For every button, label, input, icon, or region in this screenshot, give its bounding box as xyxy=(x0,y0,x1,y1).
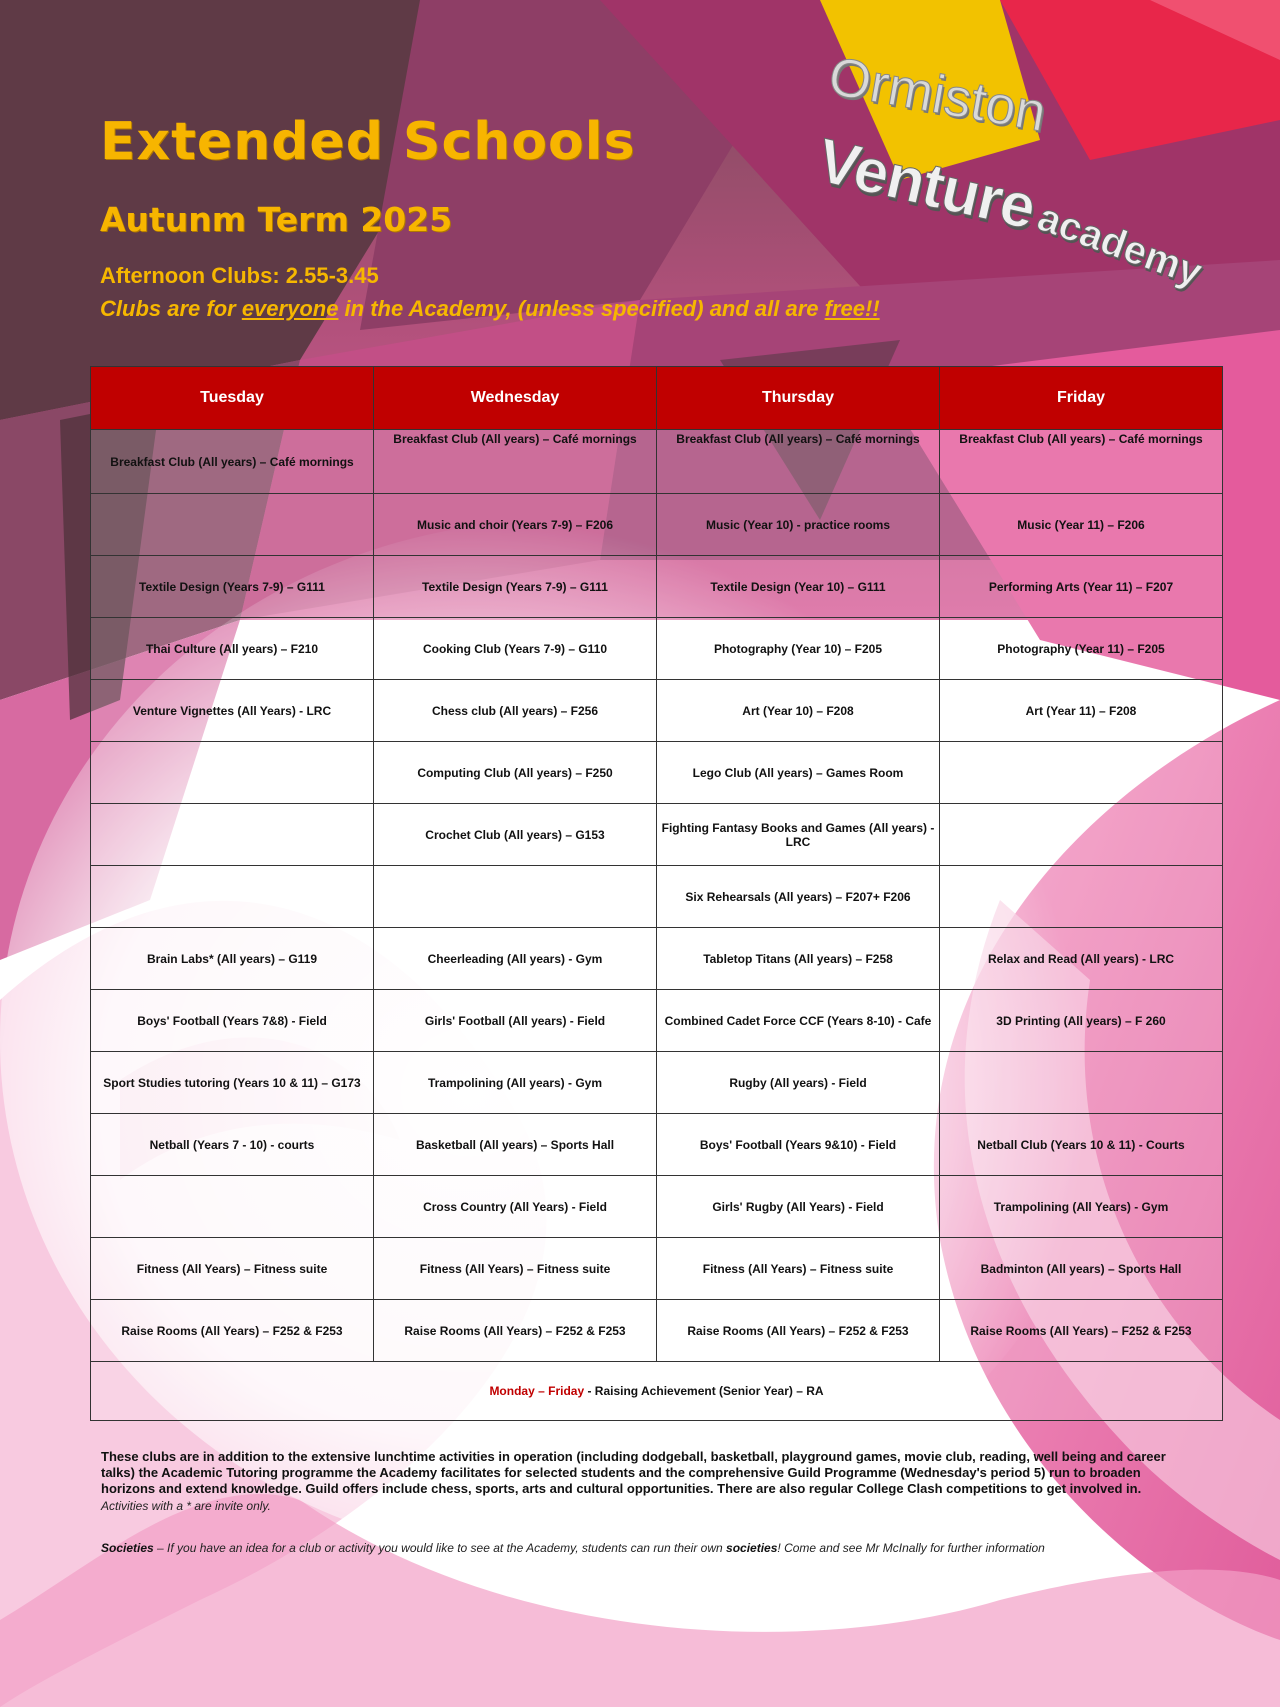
table-cell: Performing Arts (Year 11) – F207 xyxy=(940,556,1223,618)
table-row xyxy=(91,556,1223,618)
table-cell xyxy=(940,742,1223,804)
footer-text: - Raising Achievement (Senior Year) – RA xyxy=(584,1384,824,1398)
table-cell: Breakfast Club (All years) – Café mornings xyxy=(940,430,1223,494)
clubs-note xyxy=(100,296,880,322)
table-cell: Breakfast Club (All years) – Café mornings xyxy=(91,430,374,494)
table-cell: 3D Printing (All years) – F 260 xyxy=(940,990,1223,1052)
table-cell xyxy=(91,804,374,866)
table-cell: Fitness (All Years) – Fitness suite xyxy=(374,1238,657,1300)
footer-cell xyxy=(91,1362,1223,1421)
table-cell: Cross Country (All Years) - Field xyxy=(374,1176,657,1238)
table-cell: Brain Labs* (All years) – G119 xyxy=(91,928,374,990)
table-cell xyxy=(91,866,374,928)
table-cell: Trampolining (All Years) - Gym xyxy=(940,1176,1223,1238)
table-cell: Textile Design (Years 7-9) – G111 xyxy=(91,556,374,618)
logo-line-venture: Venture xyxy=(811,125,1042,243)
table-cell: Netball Club (Years 10 & 11) - Courts xyxy=(940,1114,1223,1176)
table-cell xyxy=(374,866,657,928)
table-cell: Raise Rooms (All Years) – F252 & F253 xyxy=(940,1300,1223,1362)
table-cell: Fitness (All Years) – Fitness suite xyxy=(657,1238,940,1300)
table-cell: Art (Year 10) – F208 xyxy=(657,680,940,742)
note-free: free!! xyxy=(824,296,880,321)
table-cell xyxy=(940,804,1223,866)
table-cell: Badminton (All years) – Sports Hall xyxy=(940,1238,1223,1300)
table-row xyxy=(91,990,1223,1052)
table-cell xyxy=(940,866,1223,928)
table-row xyxy=(91,494,1223,556)
table-cell: Computing Club (All years) – F250 xyxy=(374,742,657,804)
table-cell: Rugby (All years) - Field xyxy=(657,1052,940,1114)
timetable-footer-row xyxy=(91,1362,1223,1421)
table-cell: Tabletop Titans (All years) – F258 xyxy=(657,928,940,990)
table-row xyxy=(91,1238,1223,1300)
table-cell: Chess club (All years) – F256 xyxy=(374,680,657,742)
table-row xyxy=(91,430,1223,494)
societies-text-2: ! Come and see Mr McInally for further information xyxy=(777,1541,1045,1555)
table-row xyxy=(91,866,1223,928)
table-row xyxy=(91,1114,1223,1176)
table-cell: Girls' Football (All years) - Field xyxy=(374,990,657,1052)
info-paragraph: These clubs are in addition to the extensive lunchtime activities in operation (including dodgeball, basketball, playground games, movie club, reading, well being and career talks) the Academic Tutoring programme the Academy facilitates for selected students and the comprehensive Guild Programme (Wednesday's period 5) run to broaden horizons and extend knowledge. Guild offers include chess, sports, arts and cultural opportunities. There are also regular College Clash competitions to get involved in. xyxy=(101,1449,1166,1496)
table-cell: Art (Year 11) – F208 xyxy=(940,680,1223,742)
table-cell: Sport Studies tutoring (Years 10 & 11) – G173 xyxy=(91,1052,374,1114)
societies-text-1: – If you have an idea for a club or activity you would like to see at the Academy, students can run their own xyxy=(153,1541,727,1555)
header-tuesday: Tuesday xyxy=(91,367,374,430)
timetable-body xyxy=(91,430,1223,1362)
table-cell xyxy=(91,1176,374,1238)
table-row xyxy=(91,618,1223,680)
table-cell: Breakfast Club (All years) – Café mornings xyxy=(374,430,657,494)
table-cell: Music (Year 11) – F206 xyxy=(940,494,1223,556)
table-cell: Venture Vignettes (All Years) - LRC xyxy=(91,680,374,742)
header-friday: Friday xyxy=(940,367,1223,430)
table-cell: Boys' Football (Years 7&8) - Field xyxy=(91,990,374,1052)
table-cell: Crochet Club (All years) – G153 xyxy=(374,804,657,866)
timetable-header-row xyxy=(91,367,1223,430)
table-cell: Raise Rooms (All Years) – F252 & F253 xyxy=(374,1300,657,1362)
table-cell: Netball (Years 7 - 10) - courts xyxy=(91,1114,374,1176)
table-row xyxy=(91,1052,1223,1114)
note-everyone: everyone xyxy=(241,296,339,321)
table-row xyxy=(91,804,1223,866)
table-row xyxy=(91,1176,1223,1238)
table-cell: Fitness (All Years) – Fitness suite xyxy=(91,1238,374,1300)
clubs-timetable xyxy=(90,366,1223,1421)
table-cell: Six Rehearsals (All years) – F207+ F206 xyxy=(657,866,940,928)
page-title: Extended Schools xyxy=(100,112,636,172)
table-cell: Basketball (All years) – Sports Hall xyxy=(374,1114,657,1176)
table-cell: Thai Culture (All years) – F210 xyxy=(91,618,374,680)
table-row xyxy=(91,680,1223,742)
table-row xyxy=(91,1300,1223,1362)
header-wednesday: Wednesday xyxy=(374,367,657,430)
table-cell: Trampolining (All years) - Gym xyxy=(374,1052,657,1114)
table-cell: Breakfast Club (All years) – Café mornings xyxy=(657,430,940,494)
table-cell: Lego Club (All years) – Games Room xyxy=(657,742,940,804)
table-cell: Combined Cadet Force CCF (Years 8-10) - Cafe xyxy=(657,990,940,1052)
logo-line-academy: academy xyxy=(1031,195,1208,295)
table-cell: Girls' Rugby (All Years) - Field xyxy=(657,1176,940,1238)
academy-logo xyxy=(811,45,1245,295)
table-cell: Photography (Year 11) – F205 xyxy=(940,618,1223,680)
table-cell: Textile Design (Year 10) – G111 xyxy=(657,556,940,618)
club-times: Afternoon Clubs: 2.55-3.45 xyxy=(100,263,379,288)
table-cell: Relax and Read (All years) - LRC xyxy=(940,928,1223,990)
footer-days: Monday – Friday xyxy=(489,1384,585,1398)
societies-note xyxy=(101,1541,1045,1555)
header-thursday: Thursday xyxy=(657,367,940,430)
note-part-2: in the Academy, (unless specified) and all are xyxy=(338,296,825,321)
table-cell: Boys' Football (Years 9&10) - Field xyxy=(657,1114,940,1176)
table-row xyxy=(91,928,1223,990)
societies-label: Societies xyxy=(101,1541,154,1555)
table-cell: Raise Rooms (All Years) – F252 & F253 xyxy=(657,1300,940,1362)
table-cell: Cooking Club (Years 7-9) – G110 xyxy=(374,618,657,680)
table-cell: Textile Design (Years 7-9) – G111 xyxy=(374,556,657,618)
note-part-1: Clubs are for xyxy=(100,296,242,321)
table-cell: Music (Year 10) - practice rooms xyxy=(657,494,940,556)
table-row xyxy=(91,742,1223,804)
societies-word: societies xyxy=(726,1541,778,1555)
invite-note: Activities with a * are invite only. xyxy=(101,1499,271,1513)
table-cell: Photography (Year 10) – F205 xyxy=(657,618,940,680)
logo-line-ormiston: Ormiston xyxy=(824,45,1051,144)
table-cell xyxy=(91,742,374,804)
table-cell xyxy=(91,494,374,556)
table-cell: Music and choir (Years 7-9) – F206 xyxy=(374,494,657,556)
table-cell xyxy=(940,1052,1223,1114)
table-cell: Raise Rooms (All Years) – F252 & F253 xyxy=(91,1300,374,1362)
page-subtitle: Autunm Term 2025 xyxy=(100,200,453,239)
table-cell: Fighting Fantasy Books and Games (All years) - LRC xyxy=(657,804,940,866)
table-cell: Cheerleading (All years) - Gym xyxy=(374,928,657,990)
